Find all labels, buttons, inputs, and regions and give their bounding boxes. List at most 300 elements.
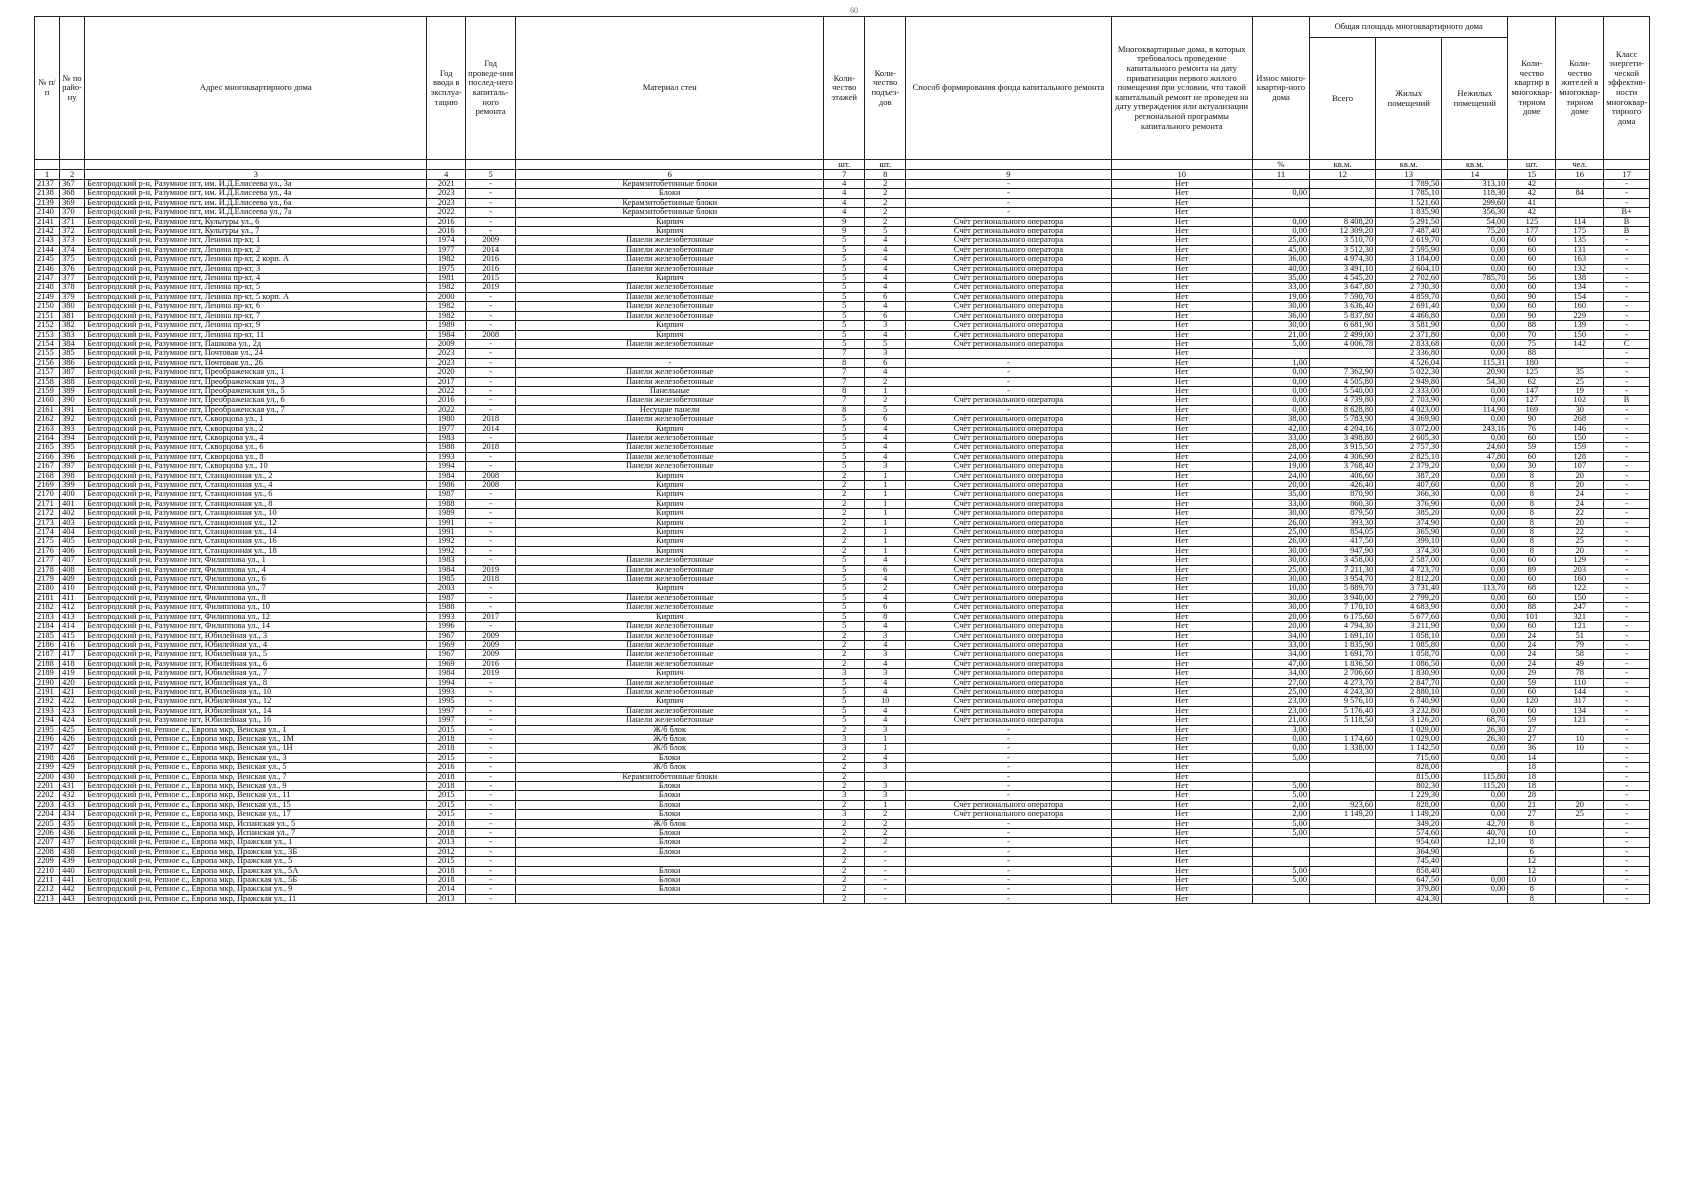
table-cell: Нет — [1111, 198, 1252, 207]
table-cell: - — [906, 368, 1111, 377]
table-cell: - — [466, 405, 516, 414]
table-cell: Счёт регионального оператора — [906, 528, 1111, 537]
table-cell: Счёт регионального оператора — [906, 321, 1111, 330]
table-cell: 121 — [1556, 622, 1604, 631]
table-cell: - — [466, 462, 516, 471]
table-cell: 2139 — [35, 198, 60, 207]
table-cell: 3 — [865, 321, 906, 330]
table-cell: - — [466, 198, 516, 207]
column-number-cell: 7 — [824, 170, 865, 180]
table-cell: 2179 — [35, 575, 60, 584]
table-cell — [1556, 866, 1604, 875]
table-cell: 2 706,60 — [1310, 669, 1376, 678]
header-district-num: № по райо-ну — [60, 17, 85, 160]
table-cell: 1967 — [427, 631, 466, 640]
table-cell: Белгородский р-н, Репное с., Европа мкр, Венская ул., 11 — [85, 791, 427, 800]
table-row — [35, 302, 1650, 311]
table-cell: 42,00 — [1252, 424, 1309, 433]
header-residents: Коли-чество жителей в многоквар-тирном доме — [1556, 17, 1604, 160]
table-cell: 4 — [865, 687, 906, 696]
table-cell: 0,00 — [1442, 330, 1508, 339]
table-cell: 0,00 — [1442, 593, 1508, 602]
table-cell: 5 677,60 — [1376, 612, 1442, 621]
table-cell: 1 029,00 — [1376, 734, 1442, 743]
table-cell: 0,00 — [1252, 405, 1309, 414]
table-cell: Нет — [1111, 339, 1252, 348]
table-cell: 3 636,40 — [1310, 302, 1376, 311]
table-cell: Нет — [1111, 819, 1252, 828]
table-cell: 1 — [865, 744, 906, 753]
table-cell: - — [1604, 236, 1650, 245]
table-cell: - — [1604, 819, 1650, 828]
table-cell: 426 — [60, 734, 85, 743]
table-cell: Панели железобетонные — [516, 716, 824, 725]
table-cell: 0,00 — [1252, 734, 1309, 743]
table-cell: 110 — [1556, 678, 1604, 687]
table-cell — [1310, 885, 1376, 894]
table-cell: 0,00 — [1442, 687, 1508, 696]
table-cell: - — [1604, 838, 1650, 847]
table-cell: 4 — [865, 452, 906, 461]
table-cell: 60 — [1508, 264, 1556, 273]
table-cell — [1252, 180, 1309, 189]
table-cell: Белгородский р-н, Разумное пгт, Ленина пр-кт, 2 — [85, 245, 427, 254]
table-cell: - — [1604, 443, 1650, 452]
table-cell: 2022 — [427, 405, 466, 414]
table-row — [35, 734, 1650, 743]
table-cell: 2188 — [35, 659, 60, 668]
table-cell: 2203 — [35, 800, 60, 809]
table-cell: - — [1604, 772, 1650, 781]
table-cell: 8 — [1508, 490, 1556, 499]
table-cell: 395 — [60, 443, 85, 452]
table-cell: Белгородский р-н, Разумное пгт, Культуры ул., 6 — [85, 217, 427, 226]
table-row — [35, 386, 1650, 395]
table-row — [35, 499, 1650, 508]
table-cell: 416 — [60, 640, 85, 649]
table-cell: 247 — [1556, 603, 1604, 612]
table-row — [35, 819, 1650, 828]
table-cell: Белгородский р-н, Разумное пгт, Ленина пр-кт, 5 корп. А — [85, 292, 427, 301]
table-cell: 434 — [60, 810, 85, 819]
table-cell: Панели железобетонные — [516, 565, 824, 574]
table-row — [35, 650, 1650, 659]
table-cell: 2165 — [35, 443, 60, 452]
table-cell: Белгородский р-н, Разумное пгт, Юбилейная ул., 10 — [85, 687, 427, 696]
table-cell: 403 — [60, 518, 85, 527]
table-cell: 385,20 — [1376, 509, 1442, 518]
table-cell: 5 — [824, 593, 865, 602]
table-cell: 2191 — [35, 687, 60, 696]
table-cell: Белгородский р-н, Разумное пгт, Почтовая ул., 24 — [85, 349, 427, 358]
table-cell: Нет — [1111, 575, 1252, 584]
column-number-cell: 1 — [35, 170, 60, 180]
table-cell: 5 — [824, 433, 865, 442]
table-cell: 7 211,30 — [1310, 565, 1376, 574]
header-address: Адрес многоквартирного дома — [85, 17, 427, 160]
table-cell: 1988 — [427, 443, 466, 452]
table-cell: Нет — [1111, 208, 1252, 217]
table-cell: Счёт регионального оператора — [906, 396, 1111, 405]
table-cell: 0,00 — [1442, 311, 1508, 320]
table-cell: 2 604,10 — [1376, 264, 1442, 273]
table-cell: 4 505,80 — [1310, 377, 1376, 386]
table-cell: 0,00 — [1252, 744, 1309, 753]
table-cell: Нет — [1111, 810, 1252, 819]
table-cell: Белгородский р-н, Разумное пгт, Юбилейная ул., 16 — [85, 716, 427, 725]
table-cell: 373 — [60, 236, 85, 245]
table-cell: 26,00 — [1252, 537, 1309, 546]
table-cell: 377 — [60, 274, 85, 283]
table-cell: 47,00 — [1252, 659, 1309, 668]
table-cell: - — [466, 894, 516, 903]
table-cell: 1994 — [427, 462, 466, 471]
table-row — [35, 415, 1650, 424]
table-cell: 1980 — [427, 415, 466, 424]
table-cell: 376 — [60, 264, 85, 273]
table-cell: Белгородский р-н, Разумное пгт, Станционная ул., 10 — [85, 509, 427, 518]
table-cell: 6 — [865, 358, 906, 367]
table-cell: Панели железобетонные — [516, 433, 824, 442]
table-cell: 0,00 — [1442, 471, 1508, 480]
table-cell: 870,90 — [1310, 490, 1376, 499]
table-cell: - — [466, 810, 516, 819]
column-number-cell: 13 — [1376, 170, 1442, 180]
table-row — [35, 405, 1650, 414]
table-cell: 8 — [1508, 528, 1556, 537]
table-cell: 356,30 — [1442, 208, 1508, 217]
table-cell: - — [1604, 180, 1650, 189]
table-cell: 20 — [1556, 471, 1604, 480]
header-wall-material: Материал стен — [516, 17, 824, 160]
table-cell: Счёт регионального оператора — [906, 481, 1111, 490]
table-cell: Кирпич — [516, 528, 824, 537]
table-cell — [1556, 208, 1604, 217]
table-cell: 8 — [1508, 546, 1556, 555]
table-cell: - — [1604, 330, 1650, 339]
table-cell: 142 — [1556, 339, 1604, 348]
table-cell: 2195 — [35, 725, 60, 734]
table-row — [35, 443, 1650, 452]
table-cell: 68,70 — [1442, 716, 1508, 725]
table-cell: 4 — [865, 716, 906, 725]
table-cell: 30 — [1556, 405, 1604, 414]
table-cell: 8 — [1508, 499, 1556, 508]
table-cell: - — [1604, 452, 1650, 461]
table-cell: - — [466, 838, 516, 847]
table-row — [35, 838, 1650, 847]
table-cell: 2162 — [35, 415, 60, 424]
table-cell: Нет — [1111, 866, 1252, 875]
table-cell: Нет — [1111, 386, 1252, 395]
table-cell: 8 — [824, 386, 865, 395]
table-cell: 2151 — [35, 311, 60, 320]
table-cell: 1 836,50 — [1310, 659, 1376, 668]
table-cell — [906, 349, 1111, 358]
table-cell: Белгородский р-н, Репное с., Европа мкр, Венская ул., 3 — [85, 753, 427, 762]
table-cell: 28 — [1508, 791, 1556, 800]
table-cell: 118,30 — [1442, 189, 1508, 198]
table-row — [35, 716, 1650, 725]
header-area-nonresidential: Нежилых помещений — [1442, 38, 1508, 160]
table-cell: Белгородский р-н, Разумное пгт, Преображенская ул., 3 — [85, 377, 427, 386]
table-cell — [1442, 866, 1508, 875]
table-cell: 2200 — [35, 772, 60, 781]
table-cell: 5 — [824, 321, 865, 330]
table-cell: Панели железобетонные — [516, 640, 824, 649]
table-cell: - — [865, 857, 906, 866]
table-cell: Панели железобетонные — [516, 687, 824, 696]
table-cell: 2 — [824, 725, 865, 734]
table-cell: 18 — [1508, 763, 1556, 772]
table-cell: Белгородский р-н, Репное с., Европа мкр, Венская ул., 17 — [85, 810, 427, 819]
table-cell: Кирпич — [516, 518, 824, 527]
table-cell: 1 029,00 — [1376, 725, 1442, 734]
table-cell: 2 371,80 — [1376, 330, 1442, 339]
table-cell: 405 — [60, 537, 85, 546]
table-cell: - — [906, 180, 1111, 189]
table-cell: 0,00 — [1442, 509, 1508, 518]
header-area-total: Всего — [1310, 38, 1376, 160]
table-cell: Счёт регионального оператора — [906, 433, 1111, 442]
table-cell: Счёт регионального оператора — [906, 612, 1111, 621]
table-cell: 3 581,90 — [1376, 321, 1442, 330]
table-cell: Панели железобетонные — [516, 311, 824, 320]
table-cell: 113,70 — [1442, 584, 1508, 593]
table-cell: 858,40 — [1376, 866, 1442, 875]
table-cell: - — [466, 509, 516, 518]
table-row — [35, 537, 1650, 546]
table-cell: - — [466, 292, 516, 301]
table-cell: 75 — [1508, 339, 1556, 348]
table-cell: 19 — [1556, 386, 1604, 395]
table-cell: - — [466, 377, 516, 386]
table-cell: Нет — [1111, 227, 1252, 236]
table-cell: 2015 — [427, 753, 466, 762]
table-cell: - — [1604, 358, 1650, 367]
table-cell: 6 175,60 — [1310, 612, 1376, 621]
table-row — [35, 810, 1650, 819]
table-cell: 1 — [865, 528, 906, 537]
table-cell: 2157 — [35, 368, 60, 377]
table-cell: 5,00 — [1252, 753, 1309, 762]
table-cell: Кирпич — [516, 321, 824, 330]
table-cell: 5,00 — [1252, 876, 1309, 885]
table-cell: 131 — [1556, 245, 1604, 254]
table-cell: 60 — [1508, 622, 1556, 631]
table-cell: Нет — [1111, 659, 1252, 668]
table-cell: 0,00 — [1442, 631, 1508, 640]
table-cell: 0,00 — [1442, 650, 1508, 659]
table-cell: 2009 — [466, 631, 516, 640]
table-cell: - — [466, 433, 516, 442]
header-fund-method: Способ формирования фонда капитального ремонта — [906, 17, 1111, 160]
table-cell: 2 — [824, 518, 865, 527]
table-cell: 379 — [60, 292, 85, 301]
table-cell: 19,00 — [1252, 292, 1309, 301]
table-cell — [1252, 208, 1309, 217]
table-cell: 6 — [865, 565, 906, 574]
table-cell: - — [906, 894, 1111, 903]
header-area-residential: Жилых помещений — [1376, 38, 1442, 160]
table-row — [35, 546, 1650, 555]
table-cell — [1310, 857, 1376, 866]
table-cell: 3 — [865, 669, 906, 678]
table-cell: 125 — [1508, 217, 1556, 226]
table-cell: - — [906, 772, 1111, 781]
table-cell: Белгородский р-н, Разумное пгт, Ленина пр-кт, 4 — [85, 274, 427, 283]
table-cell: Счёт регионального оператора — [906, 283, 1111, 292]
table-cell: 5 — [824, 697, 865, 706]
table-cell: Нет — [1111, 800, 1252, 809]
table-cell: - — [906, 847, 1111, 856]
table-cell: 396 — [60, 452, 85, 461]
table-cell: 135 — [1556, 236, 1604, 245]
table-cell: 42 — [1508, 180, 1556, 189]
table-cell: 169 — [1508, 405, 1556, 414]
table-cell: Нет — [1111, 236, 1252, 245]
table-cell: 2 — [824, 876, 865, 885]
table-cell: Белгородский р-н, Разумное пгт, Филиппова ул., 14 — [85, 622, 427, 631]
table-cell: 3 768,40 — [1310, 462, 1376, 471]
table-cell: Счёт регионального оператора — [906, 593, 1111, 602]
table-cell — [1556, 772, 1604, 781]
table-cell: - — [466, 847, 516, 856]
unit-cell: шт. — [1508, 160, 1556, 170]
table-cell: - — [1604, 876, 1650, 885]
table-cell: 24 — [1556, 499, 1604, 508]
table-cell: Ж/б блок — [516, 763, 824, 772]
table-cell: 0,00 — [1442, 264, 1508, 273]
table-cell: 0,00 — [1442, 556, 1508, 565]
table-cell: 0,00 — [1442, 321, 1508, 330]
table-cell: 2 499,00 — [1310, 330, 1376, 339]
table-cell: 7 170,10 — [1310, 603, 1376, 612]
table-cell: 4 — [865, 330, 906, 339]
table-cell: Счёт регионального оператора — [906, 687, 1111, 696]
table-cell: 2018 — [427, 819, 466, 828]
table-cell: Кирпич — [516, 509, 824, 518]
table-cell: - — [906, 763, 1111, 772]
table-cell: Белгородский р-н, Репное с., Европа мкр, Испанская ул., 7 — [85, 829, 427, 838]
table-cell: 2137 — [35, 180, 60, 189]
table-cell: - — [1604, 490, 1650, 499]
table-cell: Белгородский р-н, Разумное пгт, им. И.Д.Елисеева ул., 7а — [85, 208, 427, 217]
table-cell: Нет — [1111, 838, 1252, 847]
table-cell: 2172 — [35, 509, 60, 518]
table-cell: Панели железобетонные — [516, 339, 824, 348]
table-cell — [1310, 847, 1376, 856]
column-number-cell: 10 — [1111, 170, 1252, 180]
table-cell: 6 681,90 — [1310, 321, 1376, 330]
table-cell: 4 466,80 — [1376, 311, 1442, 320]
table-cell: 2177 — [35, 556, 60, 565]
table-cell: 372 — [60, 227, 85, 236]
table-cell: 2009 — [466, 650, 516, 659]
table-cell — [1556, 857, 1604, 866]
table-cell: 2018 — [427, 829, 466, 838]
table-cell: 1 521,60 — [1376, 198, 1442, 207]
table-cell: 2 — [824, 499, 865, 508]
table-cell: Белгородский р-н, Разумное пгт, им. И.Д.Елисеева ул., 4а — [85, 189, 427, 198]
table-cell: Нет — [1111, 885, 1252, 894]
table-cell: 2 — [865, 810, 906, 819]
table-cell: 2190 — [35, 678, 60, 687]
table-cell: - — [1604, 716, 1650, 725]
table-cell: 2168 — [35, 471, 60, 480]
table-cell: - — [1604, 321, 1650, 330]
table-cell: Белгородский р-н, Репное с., Европа мкр, Венская ул., 7 — [85, 772, 427, 781]
table-cell: 20,90 — [1442, 368, 1508, 377]
table-cell: 0,00 — [1442, 885, 1508, 894]
table-cell: 18 — [1508, 772, 1556, 781]
table-cell: 5 — [824, 339, 865, 348]
table-cell — [1442, 894, 1508, 903]
table-cell: - — [466, 744, 516, 753]
table-cell: 2145 — [35, 255, 60, 264]
table-cell: Панели железобетонные — [516, 622, 824, 631]
table-cell: Счёт регионального оператора — [906, 575, 1111, 584]
table-cell: 1 085,80 — [1376, 640, 1442, 649]
table-cell: 313,10 — [1442, 180, 1508, 189]
table-cell: 21,00 — [1252, 716, 1309, 725]
table-cell — [1310, 772, 1376, 781]
table-cell: - — [466, 518, 516, 527]
table-cell: 8 — [865, 612, 906, 621]
table-cell: 399,10 — [1376, 537, 1442, 546]
table-cell: Белгородский р-н, Репное с., Европа мкр, Венская ул., 9 — [85, 782, 427, 791]
table-cell: Кирпич — [516, 697, 824, 706]
table-cell: 25,00 — [1252, 236, 1309, 245]
table-cell: 8 — [1508, 537, 1556, 546]
table-cell: 2156 — [35, 358, 60, 367]
table-cell: 2 — [824, 800, 865, 809]
table-cell: 5 — [824, 236, 865, 245]
table-cell: 40,00 — [1252, 264, 1309, 273]
table-row — [35, 575, 1650, 584]
table-cell — [1556, 847, 1604, 856]
capital-repair-register — [34, 16, 1650, 904]
table-cell: Белгородский р-н, Репное с., Европа мкр, Пражская ул., 5Б — [85, 876, 427, 885]
table-cell — [1556, 763, 1604, 772]
table-row — [35, 584, 1650, 593]
table-cell: Кирпич — [516, 227, 824, 236]
table-cell: 2186 — [35, 640, 60, 649]
table-cell: 1 174,60 — [1310, 734, 1376, 743]
column-number-cell: 17 — [1604, 170, 1650, 180]
table-cell: 2 — [865, 377, 906, 386]
table-cell: 386 — [60, 358, 85, 367]
table-cell — [1310, 876, 1376, 885]
table-cell: 437 — [60, 838, 85, 847]
table-cell: 78 — [1556, 669, 1604, 678]
table-cell: 10 — [865, 697, 906, 706]
table-cell: Белгородский р-н, Репное с., Европа мкр, Пражская ул., 1 — [85, 838, 427, 847]
table-cell: 1984 — [427, 471, 466, 480]
table-cell: Счёт регионального оператора — [906, 622, 1111, 631]
table-cell: Нет — [1111, 565, 1252, 574]
table-cell: Панели железобетонные — [516, 245, 824, 254]
table-cell: Панели железобетонные — [516, 377, 824, 386]
table-cell: 2 — [824, 819, 865, 828]
table-cell: Счёт регионального оператора — [906, 255, 1111, 264]
table-cell: Нет — [1111, 311, 1252, 320]
table-cell: 1984 — [427, 330, 466, 339]
table-cell: - — [1604, 368, 1650, 377]
table-cell: 2 587,00 — [1376, 556, 1442, 565]
table-cell: 3 498,80 — [1310, 433, 1376, 442]
table-cell — [1310, 180, 1376, 189]
